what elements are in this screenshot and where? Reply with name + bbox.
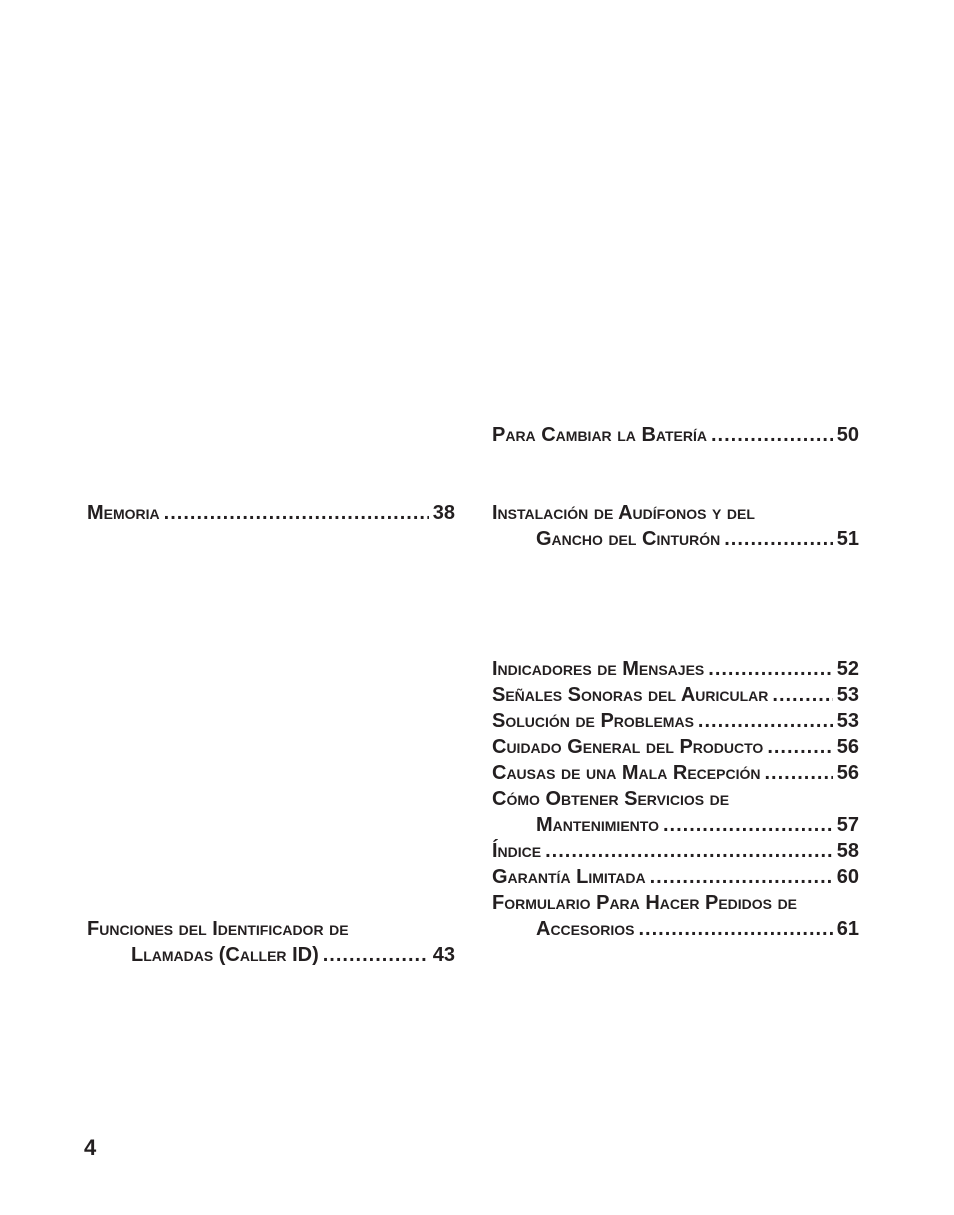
dot-leader (638, 916, 832, 942)
toc-entry-label: Garantía Limitada (492, 866, 646, 888)
dot-leader (323, 942, 429, 968)
toc-entry-label: Cómo Obtener Servicios de (492, 788, 730, 810)
dot-leader (164, 500, 429, 526)
dot-leader (772, 682, 832, 708)
toc-page-number: 60 (836, 866, 859, 888)
toc-page-number: 56 (836, 736, 859, 758)
dot-leader (764, 760, 832, 786)
toc-page-number: 57 (836, 814, 859, 836)
toc-entry-cuidado[interactable] (492, 734, 859, 760)
toc-entry-formulario[interactable] (492, 890, 859, 916)
toc-page-number: 52 (836, 658, 859, 680)
toc-entry-causas[interactable] (492, 760, 859, 786)
toc-page-number: 56 (836, 762, 859, 784)
dot-leader (724, 526, 833, 552)
toc-page-number: 53 (836, 684, 859, 706)
dot-leader (650, 864, 833, 890)
toc-entry-label-continued: Gancho del Cinturón (536, 528, 721, 550)
dot-leader (663, 812, 833, 838)
toc-entry-indicadores[interactable] (492, 656, 859, 682)
toc-entry-formulario-continued[interactable] (492, 916, 859, 942)
toc-page-number: 58 (836, 840, 859, 862)
toc-page-number: 51 (836, 528, 859, 550)
dot-leader (711, 422, 833, 448)
toc-entry-label: Cuidado General del Producto (492, 736, 764, 758)
toc-entry-servicios-continued[interactable] (492, 812, 859, 838)
toc-entry-label: Señales Sonoras del Auricular (492, 684, 769, 706)
toc-page-number: 43 (432, 944, 455, 966)
toc-page-number: 50 (836, 424, 859, 446)
toc-entry-indice[interactable] (492, 838, 859, 864)
toc-entry-label-continued: Accesorios (536, 918, 635, 940)
toc-entry-group (492, 656, 859, 942)
toc-entry-caller-id[interactable] (87, 916, 455, 968)
toc-entry-memoria[interactable] (87, 500, 455, 526)
toc-entry-label: Formulario Para Hacer Pedidos de (492, 892, 798, 914)
toc-entry-label: Causas de una Mala Recepción (492, 762, 761, 784)
dot-leader (708, 656, 832, 682)
toc-entry-label-continued: Mantenimiento (536, 814, 659, 836)
dot-leader (698, 708, 833, 734)
toc-page-number: 53 (836, 710, 859, 732)
toc-entry-garantia[interactable] (492, 864, 859, 890)
toc-entry-label-continued: Llamadas (Caller ID) (131, 944, 319, 966)
toc-entry-label: Solución de Problemas (492, 710, 694, 732)
toc-entry-label: Para Cambiar la Batería (492, 424, 707, 446)
dot-leader (767, 734, 832, 760)
toc-entry-label: Funciones del Identificador de (87, 918, 349, 940)
toc-entry-label: Índice (492, 840, 542, 862)
toc-entry-label: Indicadores de Mensajes (492, 658, 705, 680)
page-number: 4 (84, 1135, 97, 1160)
toc-page-number: 61 (836, 918, 859, 940)
toc-entry-label: Memoria (87, 502, 160, 524)
toc-entry-servicios[interactable] (492, 786, 859, 812)
toc-entry-label: Instalación de Audífonos y del (492, 502, 755, 524)
toc-entry-solucion[interactable] (492, 708, 859, 734)
toc-page-number: 38 (432, 502, 455, 524)
toc-entry-senales[interactable] (492, 682, 859, 708)
dot-leader (545, 838, 833, 864)
toc-entry-bateria[interactable] (492, 422, 859, 448)
toc-entry-audifonos[interactable] (492, 500, 859, 552)
